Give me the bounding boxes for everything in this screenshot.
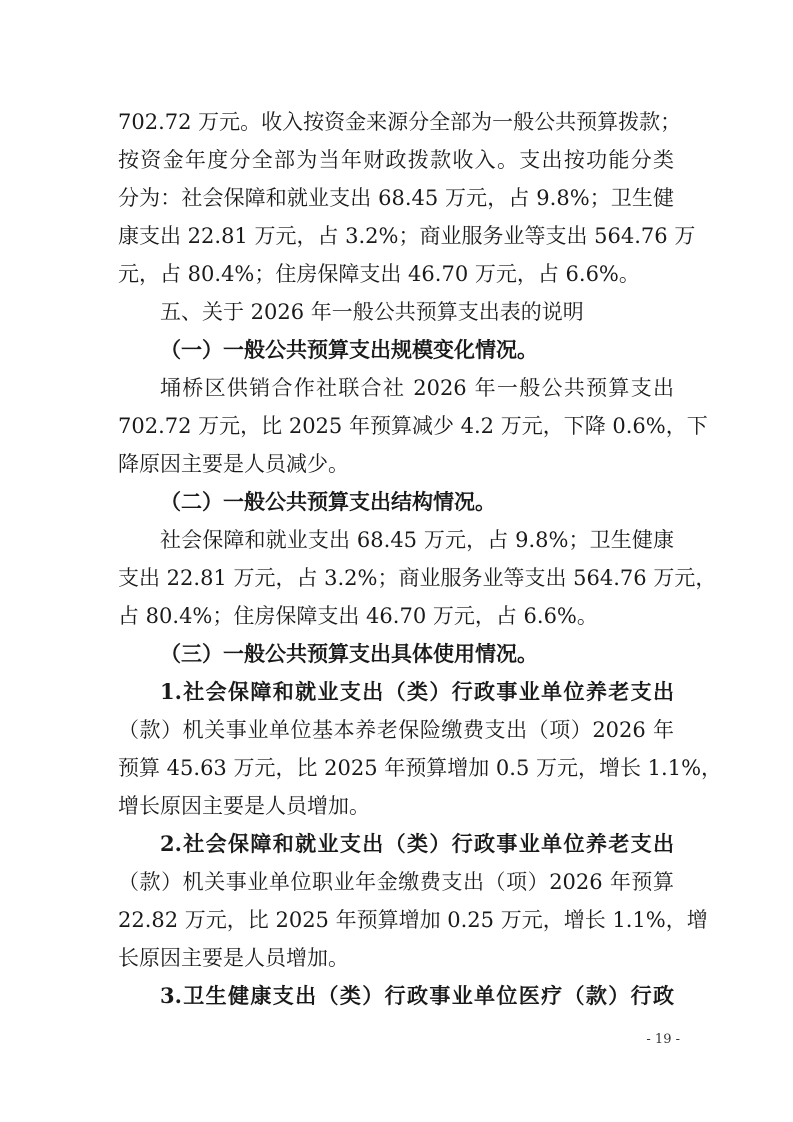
body-text-line: 社会保障和就业支出 68.45 万元，占 9.8%；卫生健康: [160, 528, 674, 552]
section-heading: 五、关于 2026 年一般公共预算支出表的说明: [160, 300, 584, 324]
body-text-line: 预算 45.63 万元，比 2025 年预算增加 0.5 万元，增长 1.1%，: [118, 756, 723, 780]
subsection-heading: （一）一般公共预算支出规模变化情况。: [160, 337, 538, 362]
body-text-line: 增长原因主要是人员增加。: [118, 794, 370, 818]
body-text-line: 埇桥区供销合作社联合社 2026 年一般公共预算支出: [160, 376, 674, 400]
body-text-line: 占 80.4%；住房保障支出 46.70 万元，占 6.6%。: [118, 604, 598, 628]
body-text-line: 元，占 80.4%；住房保障支出 46.70 万元，占 6.6%。: [118, 262, 640, 286]
subsection-heading: （三）一般公共预算支出具体使用情况。: [160, 641, 538, 666]
body-text-line: 支出 22.81 万元，占 3.2%；商业服务业等支出 564.76 万元，: [118, 566, 717, 590]
body-text-line: 分为：社会保障和就业支出 68.45 万元，占 9.8%；卫生健: [118, 186, 674, 210]
item-heading-line: 3.卫生健康支出（类）行政事业单位医疗（款）行政: [160, 983, 674, 1008]
body-text-line: 702.72 万元，比 2025 年预算减少 4.2 万元，下降 0.6%，下: [118, 414, 708, 438]
body-text-line: （款）机关事业单位基本养老保险缴费支出（项）2026 年: [118, 718, 674, 742]
body-text-line: 长原因主要是人员增加。: [118, 946, 349, 970]
subsection-heading: （二）一般公共预算支出结构情况。: [160, 489, 496, 514]
body-text-line: 按资金年度分全部为当年财政拨款收入。支出按功能分类: [118, 148, 674, 172]
body-text-line: 22.82 万元，比 2025 年预算增加 0.25 万元，增长 1.1%，增: [118, 908, 708, 932]
body-text-line: 降原因主要是人员减少。: [118, 452, 349, 476]
page-number: - 19 -: [646, 1032, 680, 1047]
body-text-line: （款）机关事业单位职业年金缴费支出（项）2026 年预算: [118, 870, 674, 894]
item-heading-line: 1.社会保障和就业支出（类）行政事业单位养老支出: [160, 679, 674, 704]
item-heading-line: 2.社会保障和就业支出（类）行政事业单位养老支出: [160, 831, 674, 856]
body-text-line: 702.72 万元。收入按资金来源分全部为一般公共预算拨款；: [118, 110, 682, 134]
body-text-line: 康支出 22.81 万元，占 3.2%；商业服务业等支出 564.76 万: [118, 224, 696, 248]
